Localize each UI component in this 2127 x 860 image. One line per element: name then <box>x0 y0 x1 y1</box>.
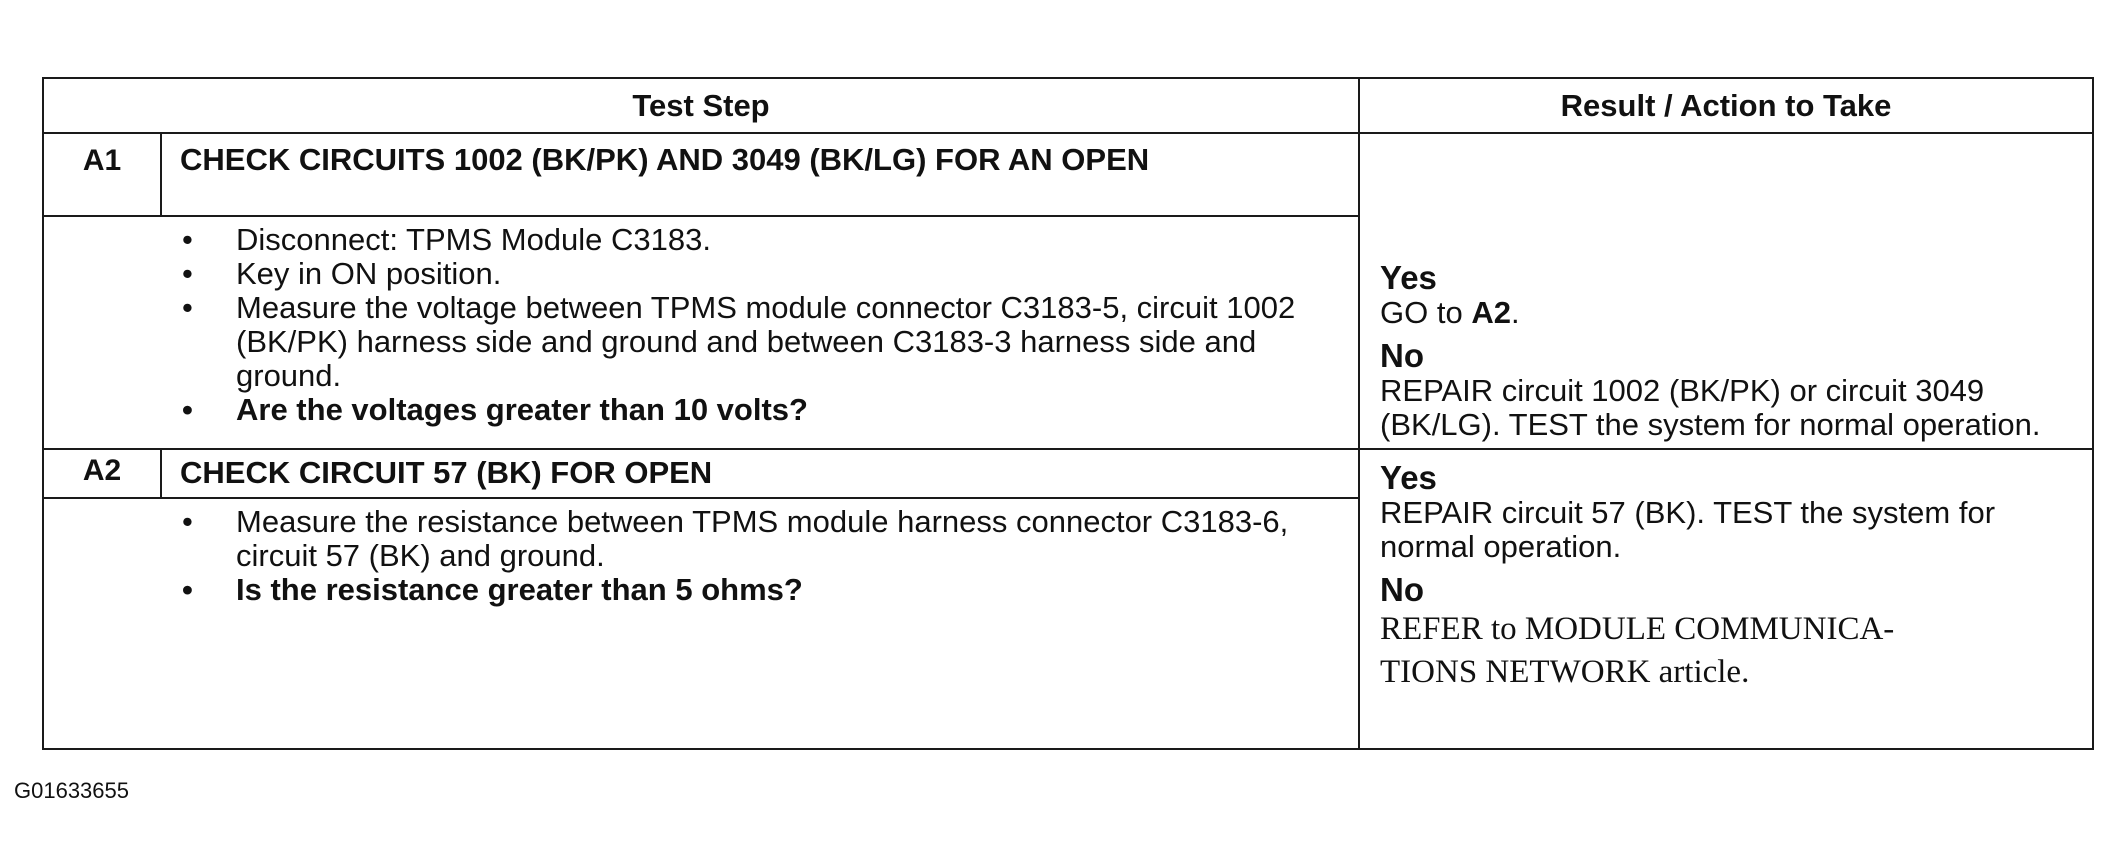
result-header: Result / Action to Take <box>1359 78 2093 133</box>
step-a1-title: CHECK CIRCUITS 1002 (BK/PK) AND 3049 (BK/LG) FOR AN OPEN <box>161 133 1359 216</box>
a1-yes-ref: A2 <box>1471 295 1511 330</box>
step-a2-title: CHECK CIRCUIT 57 (BK) FOR OPEN <box>161 449 1359 498</box>
step-a1-actions <box>43 216 1359 449</box>
a1-yes-label: Yes <box>1380 259 1437 296</box>
step-a2-actions <box>43 498 1359 749</box>
table-header-row <box>43 78 2093 133</box>
step-a2-title-row <box>43 449 2093 498</box>
a1-action-1: • Disconnect: TPMS Module C3183. <box>236 223 1338 257</box>
a1-action-2: • Key in ON position. <box>236 257 1338 291</box>
a2-action-list <box>44 505 1338 607</box>
a1-action-list <box>44 223 1338 427</box>
test-step-header: Test Step <box>43 78 1359 133</box>
figure-code: G01633655 <box>14 778 129 803</box>
a1-no-text: REPAIR circuit 1002 (BK/PK) or circuit 3049 (BK/LG). TEST the system for normal operation. <box>1380 373 2041 442</box>
a2-no-label: No <box>1380 571 1425 608</box>
a2-no-text-line2: TIONS NETWORK article. <box>1380 654 1750 690</box>
step-a1-result-cell <box>1359 133 2093 449</box>
step-a2-result-cell <box>1359 449 2093 749</box>
a1-action-3: • Measure the voltage between TPMS module connector C3183-5, circuit 1002 (BK/PK) harness side and ground and between C3183-3 harness side and ground. <box>236 291 1338 393</box>
a1-no-label: No <box>1380 337 1425 374</box>
a2-action-1: • Measure the resistance between TPMS module harness connector C3183-6, circuit 57 (BK) and ground. <box>236 505 1338 573</box>
a2-yes-text: REPAIR circuit 57 (BK). TEST the system for normal operation. <box>1380 495 1996 564</box>
a2-question: • Is the resistance greater than 5 ohms? <box>236 573 1338 607</box>
diagnostic-table <box>42 77 2094 750</box>
step-a1-id: A1 <box>43 133 161 216</box>
step-a2-id: A2 <box>43 449 161 498</box>
a2-no-text-line1: REFER to MODULE COMMUNICA- <box>1380 611 1895 647</box>
step-a1-title-row <box>43 133 2093 216</box>
a1-question: • Are the voltages greater than 10 volts? <box>236 393 1338 427</box>
a1-yes-text: GO to A2. <box>1380 295 1520 330</box>
a2-yes-label: Yes <box>1380 459 1437 496</box>
